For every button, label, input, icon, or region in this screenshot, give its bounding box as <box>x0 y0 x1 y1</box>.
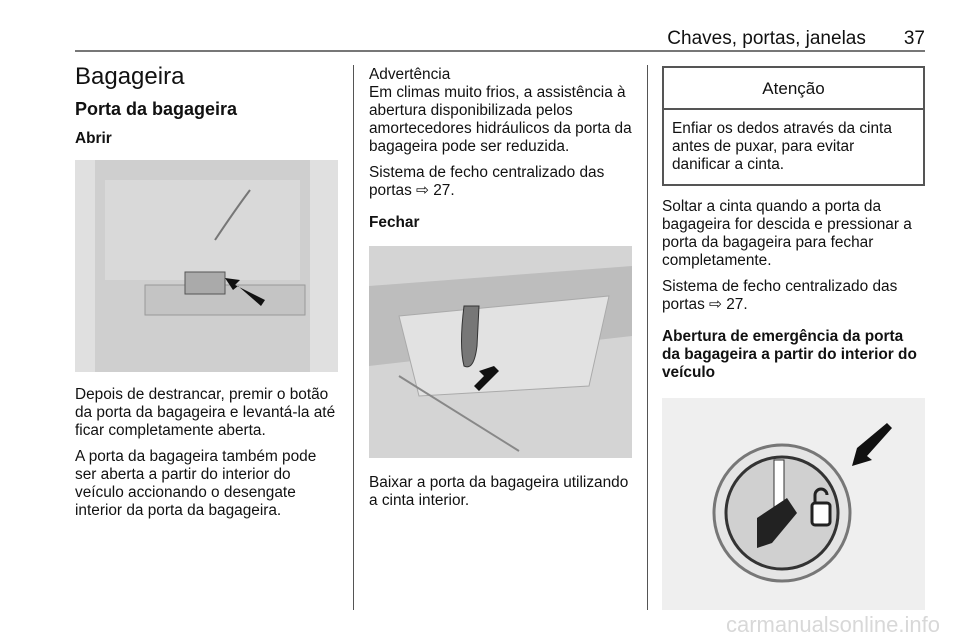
paragraph: Baixar a porta da bagageira utilizando a cinta interior. <box>369 474 629 509</box>
section-title: Chaves, portas, janelas <box>667 28 866 49</box>
column-2 <box>369 66 632 518</box>
warning-text: Em climas muito frios, a assistência à abertura disponibilizada pelos amortecedores hidráulicos da porta da bagageira pode ser reduzida. <box>369 84 632 155</box>
close-heading: Fechar <box>369 214 420 231</box>
section-heading: Bagageira <box>75 63 185 90</box>
caution-box <box>662 66 925 186</box>
cross-reference[interactable]: Sistema de fecho centralizado das portas ⇨ 27. <box>662 278 898 313</box>
paragraph: A porta da bagageira também pode ser aberta a partir do interior do veículo accionando o desengate interior da porta da bagageira. <box>75 448 317 519</box>
column-divider <box>353 65 354 610</box>
page-header <box>667 28 925 50</box>
paragraph: Depois de destrancar, premir o botão da porta da bagageira e levantá-la até ficar completamente aberta. <box>75 386 336 439</box>
page-number: 37 <box>903 28 925 49</box>
column-3 <box>662 62 925 624</box>
paragraph: Soltar a cinta quando a porta da bagageira for descida e pressionar a porta da bagageira para fechar completamente. <box>662 198 912 269</box>
caution-text: Enfiar os dedos através da cinta antes de puxar, para evitar danificar a cinta. <box>672 120 892 173</box>
subheading: Porta da bagageira <box>75 99 238 119</box>
watermark: carmanualsonline.info <box>725 612 940 637</box>
cross-reference[interactable]: Sistema de fecho centralizado das portas ⇨ 27. <box>369 164 605 199</box>
tailgate-handle-illustration <box>75 160 338 372</box>
warning-title: Advertência <box>369 66 451 83</box>
column-divider <box>647 65 648 610</box>
caution-title: Atenção <box>664 68 923 110</box>
emergency-heading: Abertura de emergência da porta da bagageira a partir do interior do veículo <box>662 328 917 381</box>
tailgate-strap-illustration <box>369 246 632 458</box>
column-1 <box>75 62 338 528</box>
emergency-release-illustration <box>662 398 925 610</box>
open-heading: Abrir <box>75 130 112 147</box>
header-rule <box>75 50 925 52</box>
